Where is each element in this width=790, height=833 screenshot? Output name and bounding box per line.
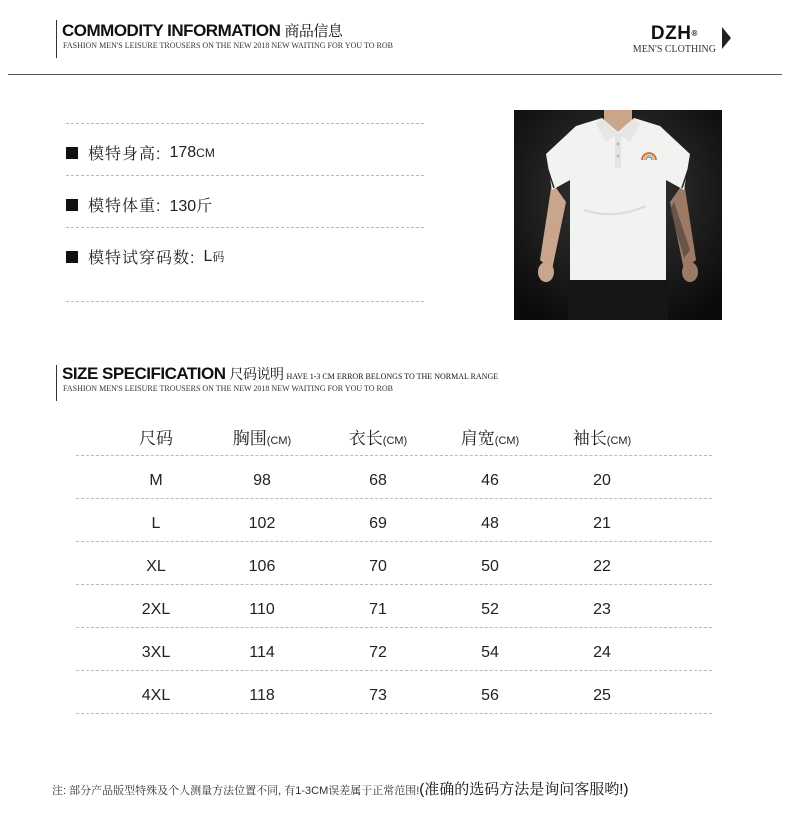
table-row [76, 670, 712, 713]
brand-logo [633, 24, 716, 56]
table-header-cell [542, 424, 662, 449]
brand-subtitle: MEN'S CLOTHING [632, 44, 716, 55]
size-cell: 4XL [141, 687, 171, 704]
table-row [76, 541, 712, 584]
table-header-cell [430, 424, 550, 449]
measurement-cell: 106 [248, 558, 276, 575]
model-weight-label: 模特体重: [88, 198, 162, 215]
size-error-note: HAVE 1-3 CM ERROR BELONGS TO THE NORMAL RANGE [286, 372, 499, 381]
section-title-cn: 商品信息 [284, 23, 343, 40]
table-header-label: 尺码 [139, 429, 173, 448]
square-bullet-icon [66, 251, 78, 263]
table-row [76, 584, 712, 627]
table-header-unit: (CM) [494, 435, 520, 447]
measurement-cell: 114 [249, 644, 275, 661]
divider [66, 175, 424, 176]
size-title-en: SIZE SPECIFICATION [62, 364, 226, 383]
table-row [76, 455, 712, 498]
measurement-cell: 21 [593, 515, 611, 532]
measurement-cell: 20 [593, 472, 611, 489]
square-bullet-icon [66, 199, 78, 211]
footer-emphasis: (准确的选码方法是询问客服哟!) [419, 781, 629, 798]
size-cell: L [151, 515, 161, 532]
table-header-label: 肩宽 [460, 429, 495, 448]
measurement-cell: 69 [369, 515, 387, 532]
header-divider [8, 74, 782, 75]
measurement-cell: 98 [253, 472, 271, 489]
measurement-cell: 118 [249, 687, 275, 704]
footer-note-text: 注: 部分产品版型特殊及个人测量方法位置不同, 有1-3CM误差属于正常范围! [52, 785, 420, 797]
measurement-cell: 68 [369, 472, 387, 489]
section-title-size [62, 364, 498, 384]
divider [66, 227, 424, 228]
measurement-cell: 70 [369, 558, 387, 575]
table-header-label: 衣长 [348, 429, 383, 448]
table-row [76, 498, 712, 541]
table-header-label: 胸围 [232, 429, 267, 448]
table-row [76, 627, 712, 670]
size-cell: XL [146, 558, 166, 575]
header-accent-bar [56, 20, 57, 58]
measurement-cell: 50 [481, 558, 499, 575]
brand-registered-mark: ® [691, 29, 698, 38]
measurement-cell: 48 [481, 515, 499, 532]
table-header-cell [202, 424, 322, 449]
model-size-value: L [203, 247, 213, 265]
table-header-unit: (CM) [606, 435, 632, 447]
table-header-label: 袖长 [572, 429, 607, 448]
divider [66, 123, 424, 124]
measurement-cell: 71 [369, 601, 387, 618]
size-accent-bar [56, 365, 57, 401]
model-size-unit: 码 [212, 250, 225, 264]
model-size-label: 模特试穿码数: [88, 250, 196, 267]
measurement-cell: 56 [481, 687, 499, 704]
measurement-cell: 73 [369, 687, 387, 704]
measurement-cell: 110 [249, 601, 275, 618]
measurement-cell: 23 [593, 601, 611, 618]
model-height-row [66, 141, 215, 164]
section-title-en: COMMODITY INFORMATION [62, 21, 281, 40]
measurement-cell: 102 [248, 515, 276, 532]
measurement-cell: 25 [593, 687, 611, 704]
size-cell: M [149, 472, 163, 489]
model-size-row [66, 245, 224, 268]
section-title-commodity [62, 20, 342, 41]
model-height-value: 178 [169, 143, 197, 161]
measurement-cell: 24 [593, 644, 611, 661]
model-weight-value: 130斤 [169, 198, 213, 215]
size-cell: 2XL [141, 601, 171, 618]
brand-name: DZH [650, 23, 692, 44]
measurement-cell: 52 [481, 601, 499, 618]
measurement-cell: 54 [481, 644, 499, 661]
measurement-cell: 22 [593, 558, 611, 575]
size-title-cn: 尺码说明 [229, 366, 284, 382]
model-weight-row [66, 193, 212, 216]
size-cell: 3XL [141, 644, 171, 661]
model-height-label: 模特身高: [88, 146, 162, 163]
measurement-cell: 72 [369, 644, 387, 661]
section-subtitle: FASHION MEN'S LEISURE TROUSERS ON THE NEW 2018 NEW WAITING FOR YOU TO ROB [63, 41, 393, 50]
play-triangle-icon [722, 27, 731, 49]
table-header-unit: (CM) [266, 435, 292, 447]
divider [66, 301, 424, 302]
size-subtitle: FASHION MEN'S LEISURE TROUSERS ON THE NEW 2018 NEW WAITING FOR YOU TO ROB [63, 384, 393, 393]
table-row-divider [76, 713, 712, 714]
table-header-cell [318, 424, 438, 449]
table-header-cell [96, 424, 216, 449]
table-header-unit: (CM) [382, 435, 408, 447]
model-photo [514, 110, 722, 320]
footer-note [52, 778, 628, 799]
model-height-unit: CM [196, 145, 215, 160]
square-bullet-icon [66, 147, 78, 159]
measurement-cell: 46 [481, 472, 499, 489]
